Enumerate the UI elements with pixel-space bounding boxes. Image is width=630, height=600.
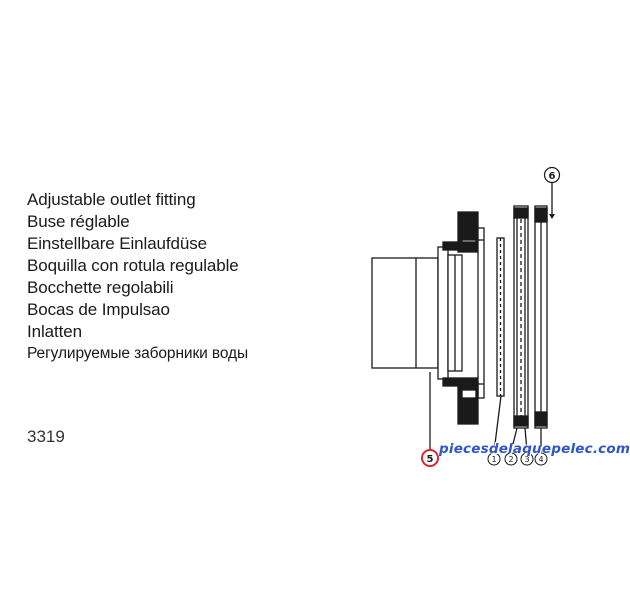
gasket-ring [511, 206, 528, 452]
label-spanish: Boquilla con rotula regulable [27, 256, 239, 275]
svg-text:6: 6 [548, 171, 556, 182]
perforated-insert [494, 238, 504, 452]
label-french: Buse réglable [27, 212, 130, 231]
site-watermark: piecesdelaquepelec.com [439, 441, 630, 457]
part-number: 3319 [27, 427, 65, 446]
callout-5 [422, 450, 438, 466]
svg-text:2: 2 [508, 455, 514, 464]
label-portuguese: Bocas de Impulsao [27, 300, 170, 319]
label-german: Einstellbare Einlaufdüse [27, 234, 207, 253]
svg-text:3: 3 [524, 455, 530, 464]
label-english: Adjustable outlet fitting [27, 190, 196, 209]
label-russian: Регулируемые заборники воды [27, 345, 249, 362]
label-italian: Bocchette regolabili [27, 278, 174, 297]
label-dutch: Inlatten [27, 322, 82, 341]
outlet-fitting-body [372, 247, 462, 379]
svg-text:1: 1 [491, 455, 497, 464]
callout-6 [545, 168, 560, 183]
svg-text:4: 4 [538, 455, 544, 464]
clamping-ring [535, 206, 547, 452]
svg-text:5: 5 [426, 454, 434, 465]
